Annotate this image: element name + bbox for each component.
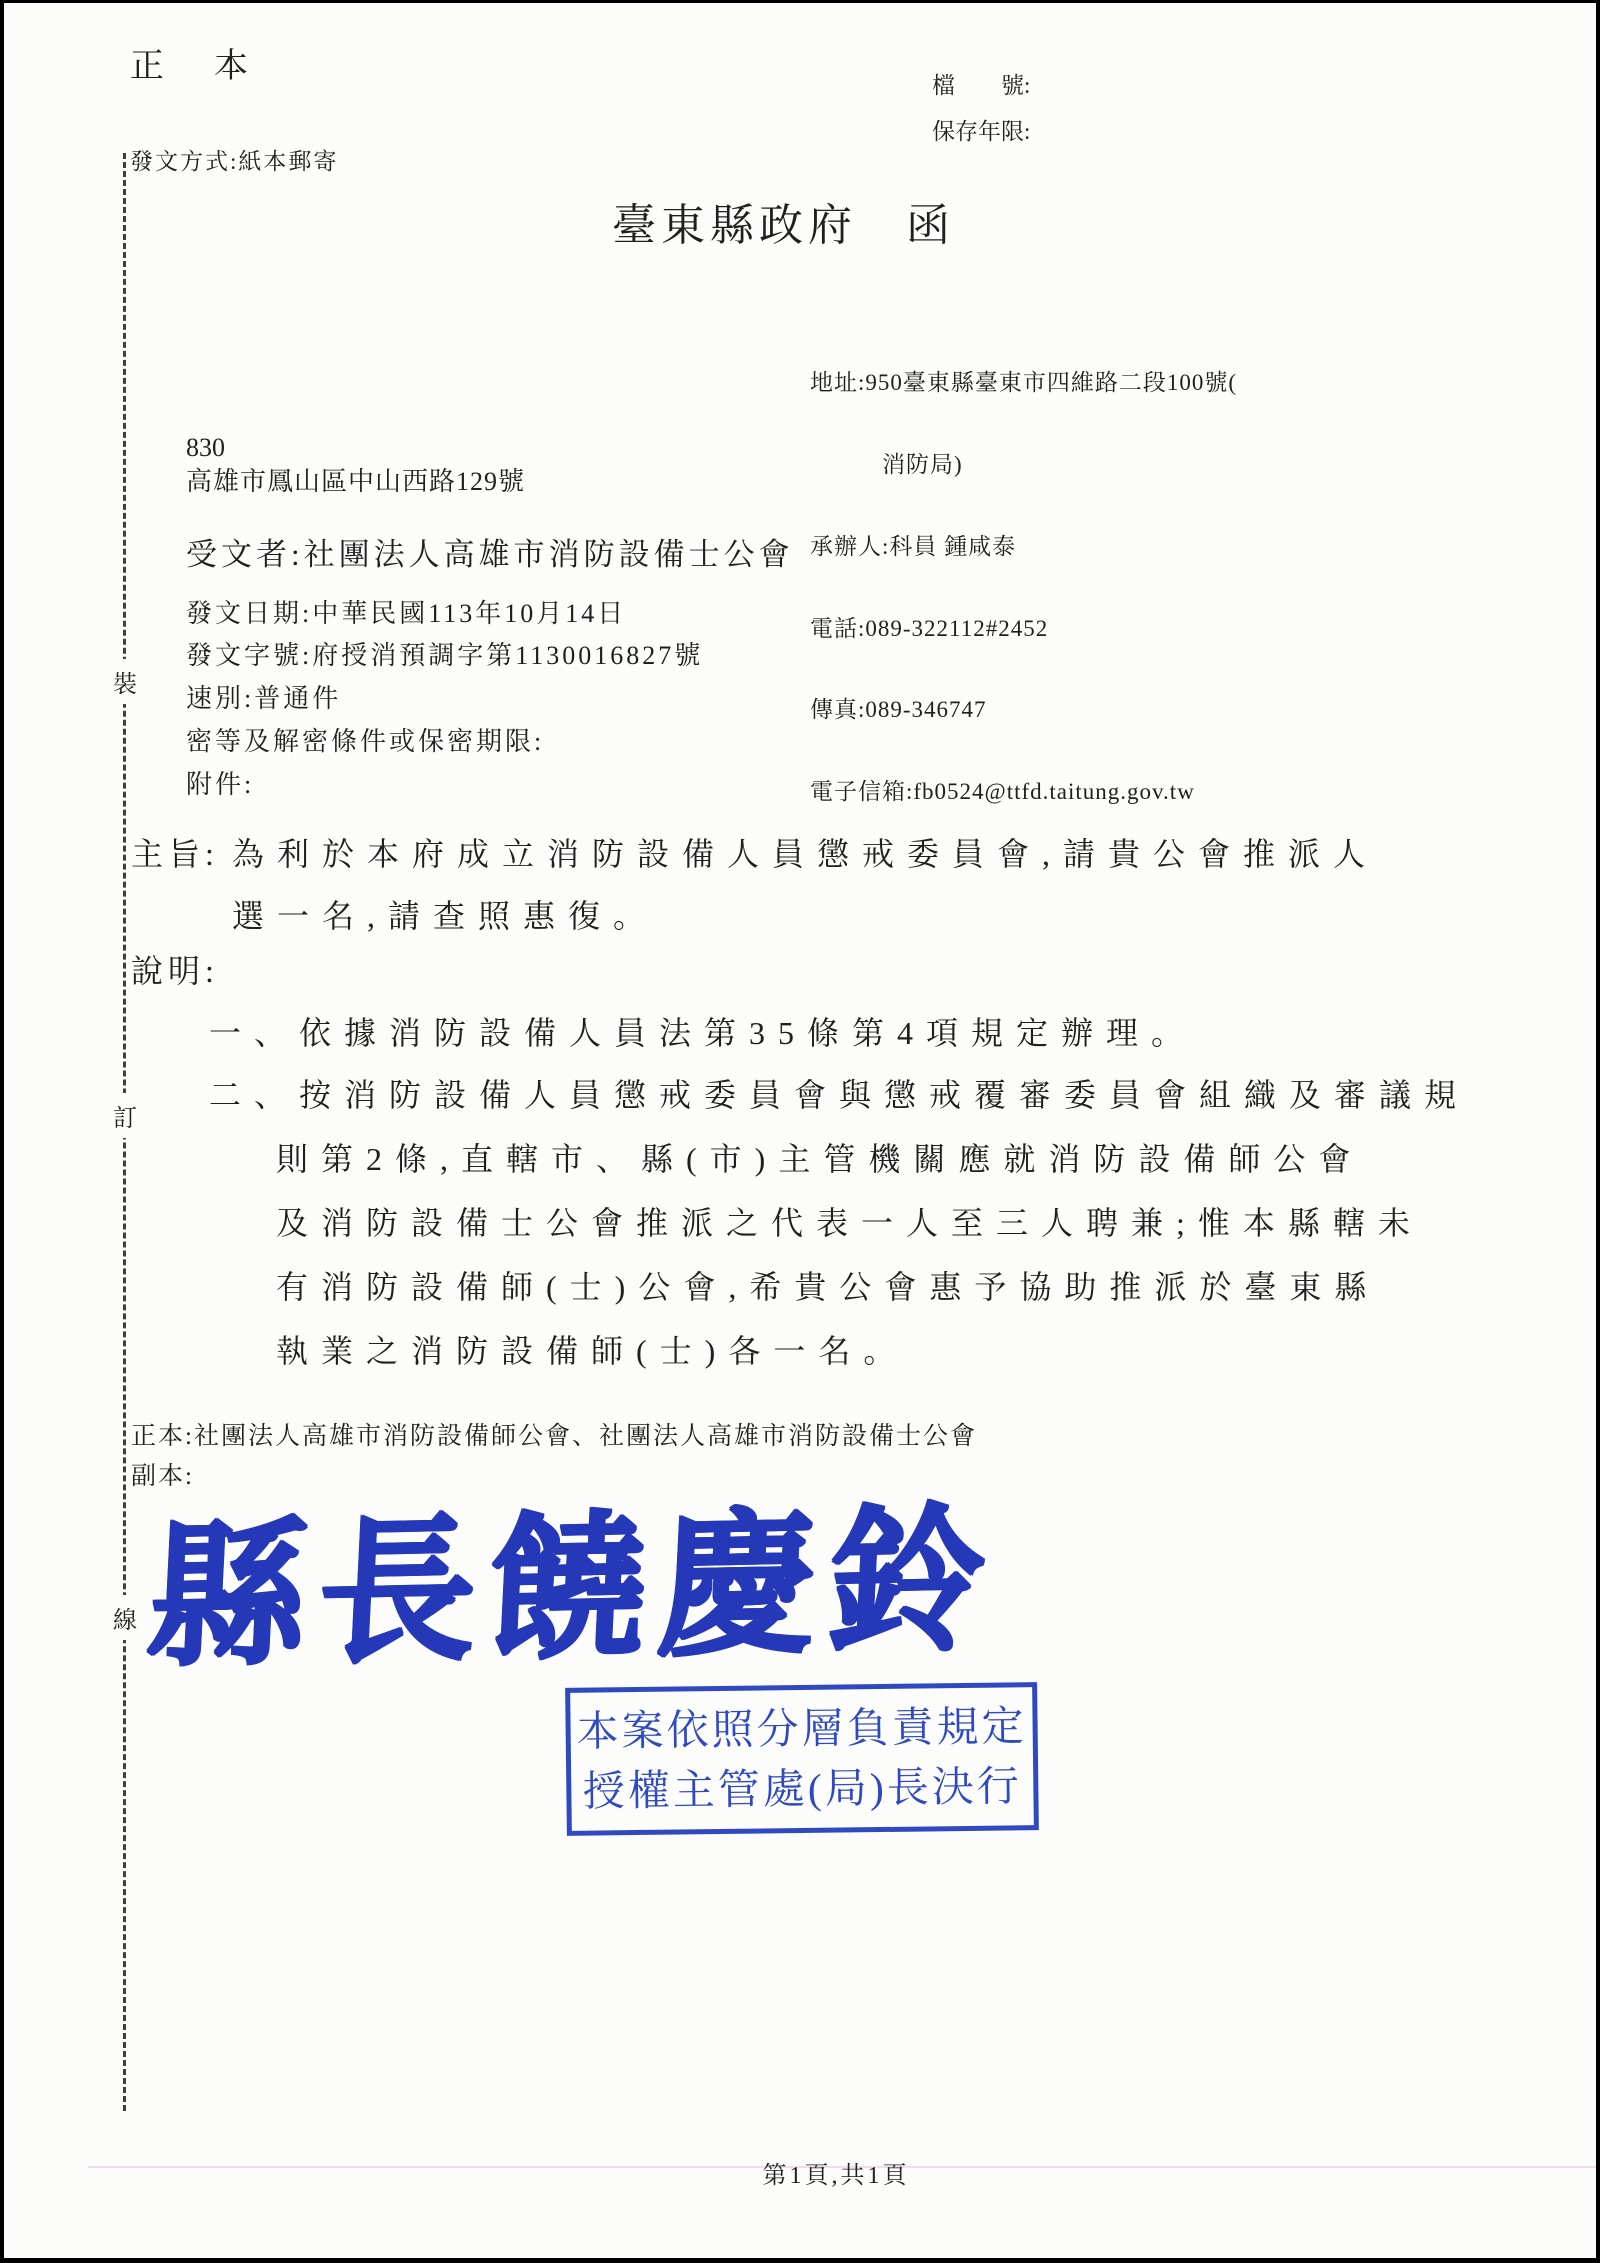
- binding-mark-ding: 訂: [107, 1093, 143, 1138]
- explanation-item2-line3: 及消防設備士公會推派之代表一人至三人聘兼;惟本縣轄未: [276, 1205, 1423, 1241]
- binding-mark-zhuang: 裝: [107, 659, 143, 704]
- subject-label: 主旨:: [131, 836, 219, 872]
- issue-date: 發文日期:中華民國113年10月14日: [186, 599, 627, 628]
- sender-email: 電子信箱:fb0524@ttfd.taitung.gov.tw: [810, 779, 1195, 805]
- explanation-label: 說明:: [131, 953, 219, 989]
- document-page: [4, 3, 1596, 2258]
- delegation-stamp-box: [565, 1682, 1039, 1836]
- explanation-item2-line1: 二、按消防設備人員懲戒委員會與懲戒覆審委員會組織及審議規: [209, 1077, 1470, 1113]
- explanation-item2-line5: 執業之消防設備師(士)各一名。: [276, 1333, 909, 1369]
- recipient-name-line: 受文者:社團法人高雄市消防設備士公會: [186, 537, 794, 572]
- explanation-item2-line2: 則第2條,直轄市、縣(市)主管機關應就消防設備師公會: [276, 1141, 1364, 1177]
- delegation-stamp-line2: 授權主管處(局)長決行: [582, 1764, 1023, 1816]
- distribution-copy: 副本:: [131, 1463, 194, 1490]
- explanation-item1: 一、依據消防設備人員法第35條第4項規定辦理。: [209, 1015, 1197, 1051]
- sender-address-line2: 消防局): [882, 451, 963, 477]
- attachment-label: 附件:: [186, 770, 255, 799]
- sender-contact-block: [810, 315, 1237, 859]
- delivery-method: 發文方式:紙本郵寄: [130, 149, 339, 174]
- sender-fax: 傳真:089-346747: [810, 697, 987, 723]
- distribution-original: 正本:社團法人高雄市消防設備師公會、社團法人高雄市消防設備士公會: [131, 1423, 977, 1450]
- binding-mark-xian: 線: [107, 1595, 143, 1640]
- subject-text-line1: 為利於本府成立消防設備人員懲戒委員會,請貴公會推派人: [232, 836, 1379, 872]
- security-classification: 密等及解密條件或保密期限:: [186, 727, 545, 756]
- recipient-zip: 830: [186, 433, 225, 462]
- copy-type-label: 正 本: [130, 48, 256, 85]
- delegation-stamp-line1: 本案依照分層負責規定: [576, 1704, 1027, 1756]
- sender-address-line1: 地址:950臺東縣臺東市四維路二段100號(: [810, 369, 1238, 395]
- file-number-label: 檔 號:: [932, 73, 1031, 98]
- subject-text-line2: 選一名,請查照惠復。: [232, 898, 659, 934]
- page-number: 第1頁,共1頁: [762, 2163, 910, 2189]
- priority-level: 速別:普通件: [186, 684, 342, 713]
- sender-officer: 承辦人:科員 鍾咸泰: [810, 533, 1017, 559]
- retention-period-label: 保存年限:: [932, 119, 1031, 144]
- document-number: 發文字號:府授消預調字第1130016827號: [186, 641, 704, 670]
- explanation-item2-line4: 有消防設備師(士)公會,希貴公會惠予協助推派於臺東縣: [276, 1269, 1380, 1305]
- recipient-street: 高雄市鳳山區中山西路129號: [186, 467, 526, 496]
- document-title: 臺東縣政府 函: [612, 201, 955, 250]
- mayor-signature-stamp: 縣長饒慶鈴: [143, 1493, 1002, 1687]
- sender-phone: 電話:089-322112#2452: [810, 615, 1049, 641]
